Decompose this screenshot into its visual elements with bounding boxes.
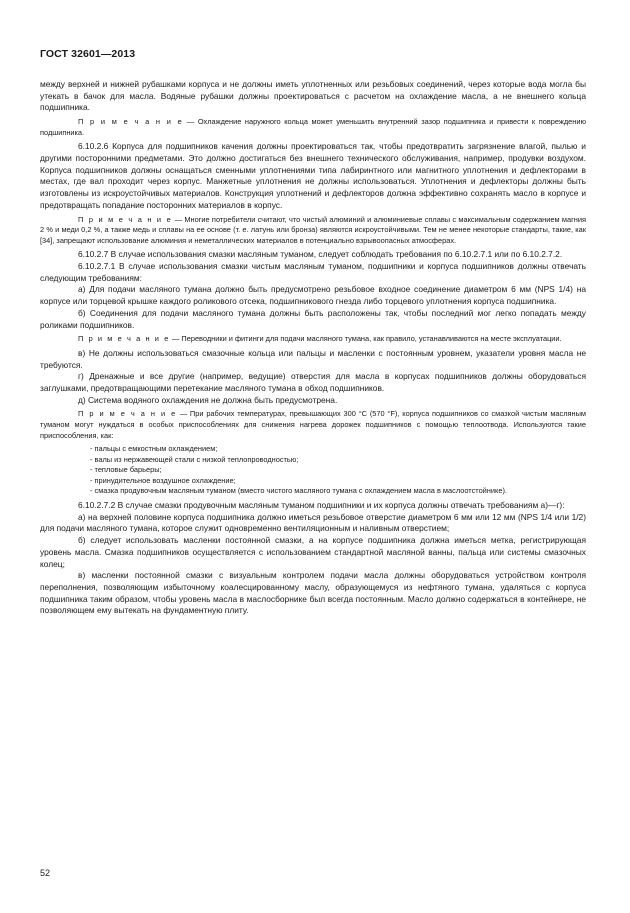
note-list-item: - пальцы с емкостным охлаждением;: [90, 444, 218, 454]
note-text: — Переводники и фитинги для подачи масляного тумана, как правило, устанавливаются на месте эксплуатации.: [171, 334, 562, 344]
note-list-item: - смазка продувочным масляным туманом (вместо чистого масляного тумана с охлаждением масла в маслоотстойнике).: [90, 486, 507, 496]
note-list-item: - валы из нержавеющей стали с низкой теплопроводностью;: [90, 454, 299, 464]
page-header: ГОСТ 32601—2013: [40, 48, 136, 60]
clause-6-10-2-7-1: 6.10.2.7.1 В случае использования смазки чистым масляным туманом, подшипники и корпуса подшипников должны отвечать следующим требованиям:: [40, 261, 586, 283]
list-item-v-2: в) масленки постоянной смазки с визуальным контролем подачи масла должны оборудоваться устройством контроля переполнения, позволяющим избыточному коалесцированному маслу, образующемуся из нефтяного тумана, удаляться с корпуса подшипника таким образом, чтобы уровень масла в маслосборнике был всегда постоянным. Масло должно содержаться в контейнере, не позволяющем ему вытекать на фундаментную плиту.: [40, 570, 586, 616]
list-item-a-2: а) на верхней половине корпуса подшипника должно иметься резьбовое отверстие диаметром 6 мм или 12 мм (NPS 1/4 или 1/2) для подачи масляного тумана, которое служит одновременно вентиляционным и наливным отверстием;: [40, 511, 586, 534]
note-paragraph: [40, 334, 586, 345]
note-label: П р и м е ч а н и е: [78, 334, 170, 344]
list-item-b-2: б) следует использовать масленки постоянной смазки, а на корпусе подшипника должна иметься метка, регистрирующая уровень масла. Смазка подшипников осуществляется с использованием стандартной масляной ванны, пальца или системы смазочных колец;: [40, 535, 586, 569]
page-number: 52: [40, 868, 51, 878]
note-paragraph: [40, 215, 586, 247]
list-item-g: г) Дренажные и все другие (например, ведущие) отверстия для масла в корпусах подшипников должны оборудоваться заглушками, предотвращающими перетекание масляного тумана в обход подшипников.: [40, 371, 586, 393]
list-item-b: б) Соединения для подачи масляного тумана должны быть расположены так, чтобы последний мог легко попадать между роликами подшипников.: [40, 307, 586, 330]
list-item-d: д) Система водяного охлаждения не должна быть предусмотрена.: [78, 394, 338, 405]
list-item-v: в) Не должны использоваться смазочные кольца или пальцы и масленки с постоянным уровнем, указатели уровня масла не требуются.: [40, 347, 586, 370]
document-body: [40, 79, 586, 617]
note-label: П р и м е ч а н и е: [78, 117, 184, 127]
note-list-item: - тепловые барьеры;: [90, 465, 162, 475]
clause-6-10-2-7-2: 6.10.2.7.2 В случае смазки продувочным масляным туманом подшипники и их корпуса должны отвечать требованиям а)—г):: [78, 500, 565, 511]
note-text: — Охлаждение наружного кольца может уменьшить внутренний зазор подшипника и привести к повреждению подшипника.: [40, 117, 587, 137]
clause-6-10-2-6: 6.10.2.6 Корпуса для подшипников качения должны проектироваться так, чтобы предотвратить загрязнение влагой, пылью и другими посторонними предметами. Это должно достигаться без внешнего технического обслуживания, например, продувки воздухом. Корпуса подшипников должны оснащаться сменными уплотнениями типа лабиринтного или магнитного уплотнения и дефлекторами в местах, где вал проходит через корпус. Манжетные уплотнения не должны использоваться. Уплотнения и дефлекторы должны быть изготовлены из искроустойчивых материалов. Конструкция уплотнений и дефлекторов должна эффективно сохранять масло в корпусе и предотвращать попадание посторонних материалов в корпус.: [40, 141, 586, 210]
note-paragraph: [40, 409, 586, 441]
note-text: — Многие потребители считают, что чистый алюминий и алюминиевые сплавы с максимальным содержанием магния 2 % и меди 0,2 %, а также медь и сплавы на ее основе (т. е. латунь или бронза) являются искроустойчивыми. Тем не менее некоторые стандарты, такие, как [34], запрещают использование алюминия и неметаллических материалов в потенциально взрывоопасных атмосферах.: [40, 214, 586, 245]
clause-6-10-2-7: 6.10.2.7 В случае использования смазки масляным туманом, следует соблюдать требования по 6.10.2.7.1 или по 6.10.2.7.2.: [78, 249, 563, 260]
note-label: П р и м е ч а н и е: [78, 409, 177, 419]
paragraph-continuation: между верхней и нижней рубашками корпуса и не должны иметь уплотненных или резьбовых соединений, через которые вода могла бы утекать в бачок для масла. Водяные рубашки должны проектироваться с расчетом на охлаждение масла, а не внешнего кольца подшипника.: [40, 79, 586, 113]
note-label: П р и м е ч а н и е: [78, 214, 173, 224]
note-list-item: - принудительное воздушное охлаждение;: [90, 475, 236, 485]
list-item-a: а) Для подачи масляного тумана должно быть предусмотрено резьбовое входное соединение диаметром 6 мм (NPS 1/4) на корпусе или торцевой крышке каждого роликового отсека, подшипникового гнезда либо торцевого уплотнения корпуса подшипника.: [40, 284, 586, 307]
note-paragraph: [40, 117, 586, 138]
note-text: — При рабочих температурах, превышающих 300 °С (570 °F), корпуса подшипников со смазкой чистым масляным туманом могут нуждаться в особых приспособлениях для снижения нагрева дорожек подшипников с помощью теплоотвода. Используются такие приспособления, как:: [40, 409, 586, 440]
